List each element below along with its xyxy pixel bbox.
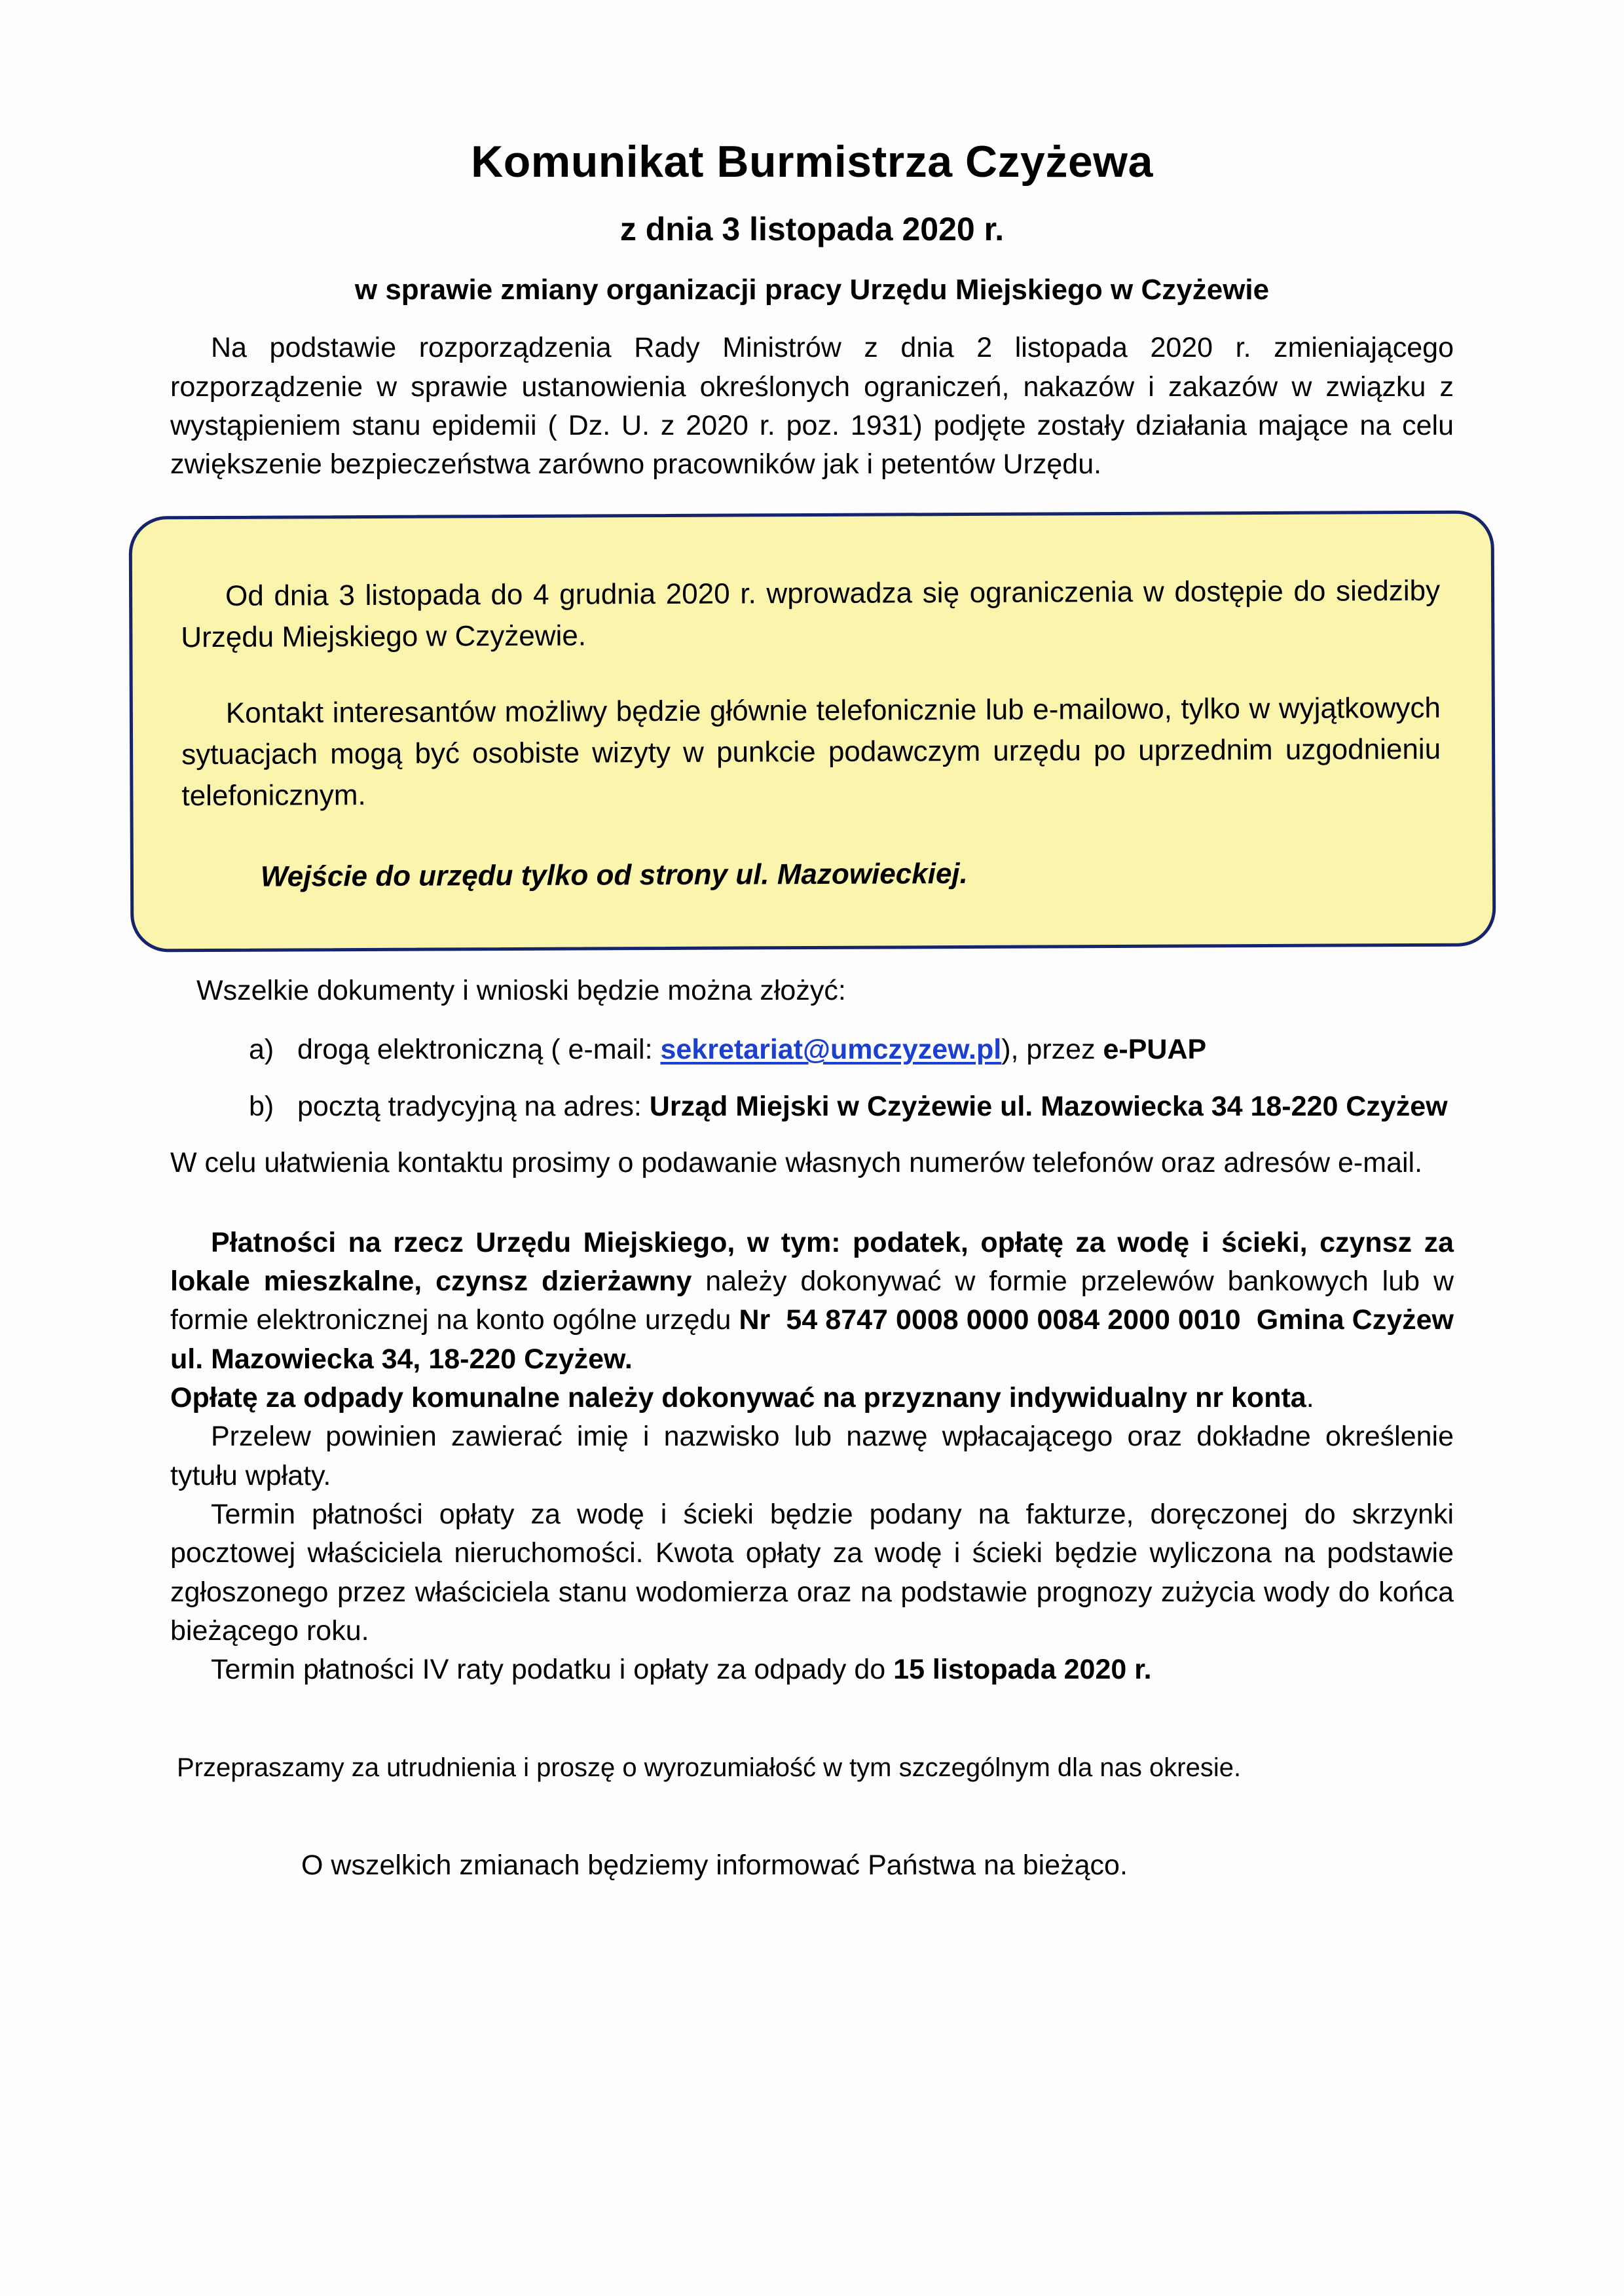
submission-options-list [170, 1030, 1454, 1127]
submission-lead-in: Wszelkie dokumenty i wnioski będzie można złożyć: [196, 974, 846, 1006]
payment-deadline-note [170, 1650, 1454, 1689]
payments-intro-plain: należy dokonywać w formie przelewów bankowych lub w formie elektronicznej na konto ogólne urzędu [170, 1265, 1454, 1336]
callout-paragraph-2: Kontakt interesantów możliwy będzie głównie telefonicznie lub e-mailowo, tylko w wyjątkowych sytuacjach mogą być osobiste wizyty w punkcie podawczym urzędu po uprzednim uzgodnieniu telefonicznym. [181, 691, 1441, 812]
account-label: Nr [739, 1304, 771, 1336]
option-b-text [297, 1087, 1454, 1127]
list-item [170, 1087, 1454, 1127]
page-title: Komunikat Burmistrza Czyżewa [471, 137, 1153, 187]
restrictions-callout [128, 510, 1496, 952]
option-a-text [297, 1030, 1454, 1070]
document-header [0, 0, 1624, 306]
final-note-text: O wszelkich zmianach będziemy informować Państwa na bieżąco. [301, 1849, 1128, 1881]
callout-paragraph-1: Od dnia 3 listopada do 4 grudnia 2020 r. wprowadza się ograniczenia w dostępie do siedziby Urzędu Miejskiego w Czyżewie. [180, 574, 1440, 654]
option-a-epuap-label: e-PUAP [1103, 1034, 1207, 1066]
account-holder: Gmina Czyżew ul. Mazowiecka 34, 18-220 Czyżew. [170, 1304, 1454, 1375]
submission-section [170, 949, 1454, 1183]
apology-text: Przepraszamy za utrudnienia i proszę o wyrozumiałość w tym szczególnym dla nas okresie. [177, 1753, 1242, 1782]
deadline-prefix: Termin płatności IV raty podatku i opłaty za odpady do [211, 1654, 894, 1686]
transfer-details-note: Przelew powinien zawierać imię i nazwisko lub nazwę wpłacającego oraz dokładne określenie tytułu wpłaty. [170, 1421, 1454, 1491]
payments-intro [170, 1224, 1454, 1379]
spacer-before-payments [170, 1183, 1454, 1224]
closing-section [170, 1690, 1454, 1886]
option-a-prefix: drogą elektroniczną ( e-mail: [297, 1034, 661, 1066]
spacer-after-callout [170, 949, 1454, 972]
list-item [170, 1030, 1454, 1070]
callout-spacer-1 [181, 653, 1440, 692]
list-marker-a: a) [249, 1034, 274, 1066]
office-postal-address: Urząd Miejski w Czyżewie ul. Mazowiecka 34 18-220 Czyżew [649, 1091, 1448, 1123]
contact-note: W celu ułatwienia kontaktu prosimy o podawanie własnych numerów telefonów oraz adresów e-mail. [170, 1147, 1423, 1179]
payments-section [170, 1183, 1454, 1690]
intro-section [170, 329, 1454, 484]
waste-account-note-tail: . [1306, 1381, 1314, 1413]
email-link[interactable]: sekretariat@umczyzew.pl [660, 1034, 1002, 1066]
option-a-suffix-plain: ), przez [1001, 1034, 1103, 1066]
callout-highlight: Wejście do urzędu tylko od strony ul. Mazowieckiej. [260, 857, 968, 893]
document-subject: w sprawie zmiany organizacji pracy Urzędu Miejskiego w Czyżewie [354, 273, 1270, 306]
intro-paragraph: Na podstawie rozporządzenia Rady Ministrów z dnia 2 listopada 2020 r. zmieniającego rozporządzenie w sprawie ustanowienia określonych ograniczeń, nakazów i zakazów w związku z wystąpieniem stanu epidemii ( Dz. U. z 2020 r. poz. 1931) podjęte zostały działania mające na celu zwiększenie bezpieczeństwa zarówno pracowników jak i petentów Urzędu. [170, 332, 1454, 481]
list-marker-b: b) [249, 1091, 274, 1123]
spacer-between-closing [170, 1786, 1454, 1846]
waste-account-note-bold: Opłatę za odpady komunalne należy dokonywać na przyznany indywidualny nr konta [170, 1381, 1306, 1413]
waste-account-note [170, 1379, 1454, 1417]
bank-account-number: 54 8747 0008 0000 0084 2000 0010 [786, 1304, 1241, 1336]
callout-wrapper [130, 513, 1495, 949]
callout-spacer-2 [181, 811, 1441, 856]
spacer-before-closing [170, 1690, 1454, 1750]
option-b-prefix: pocztą tradycyjną na adres: [297, 1091, 650, 1123]
payments-intro-bold: Płatności na rzecz Urzędu Miejskiego, w tym: podatek, opłatę za wodę i ścieki, czynsz za lokale mieszkalne, czynsz dzierżawny [170, 1226, 1454, 1297]
water-billing-note: Termin płatności opłaty za wodę i ścieki będzie podany na fakturze, doręczonej do skrzynki pocztowej właściciela nieruchomości. Kwota opłaty za wodę i ścieki będzie wyliczona na podstawie zgłoszonego przez właściciela stanu wodomierza oraz na podstawie prognozy zużycia wody do końca bieżącego roku. [170, 1498, 1454, 1647]
deadline-date: 15 listopada 2020 r. [893, 1654, 1152, 1686]
document-date: z dnia 3 listopada 2020 r. [619, 210, 1005, 247]
